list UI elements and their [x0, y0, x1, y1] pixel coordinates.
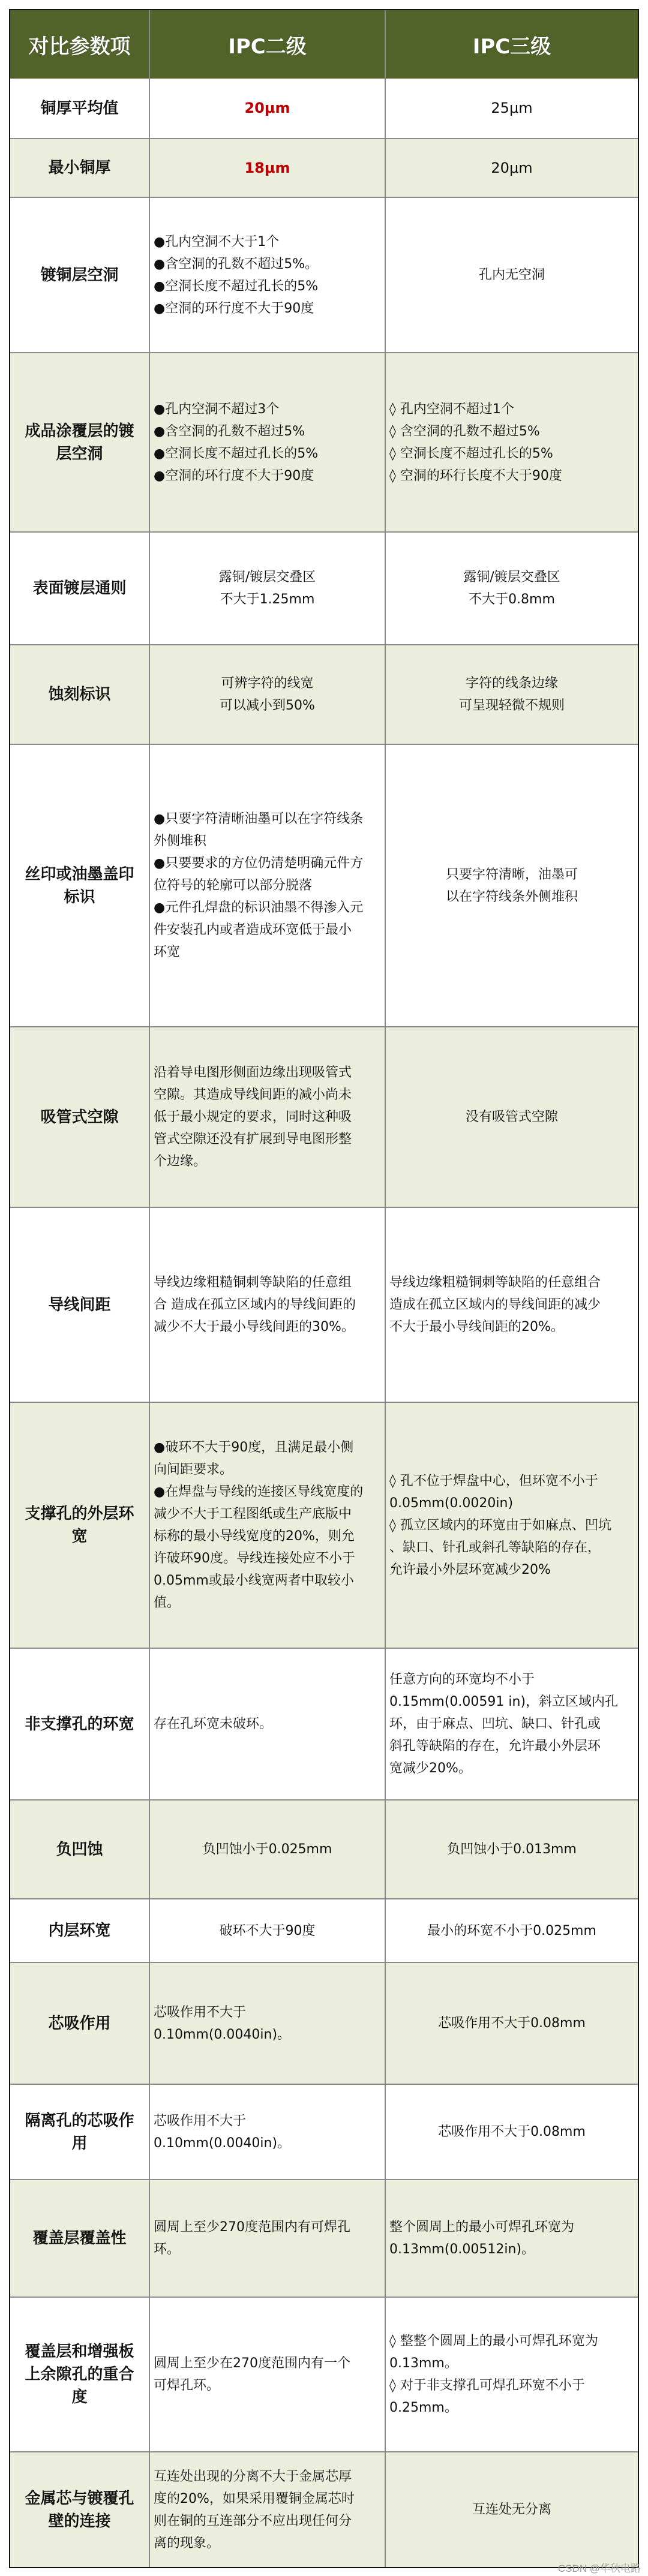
- ipc-comparison-table: [9, 9, 639, 2568]
- param-label: 内层环宽: [48, 1922, 111, 1940]
- ipc2-text: 环。: [154, 2242, 181, 2257]
- param-cell: [10, 1801, 150, 1898]
- ipc2-text: 低于最小规定的要求，同时这种吸: [154, 1110, 352, 1125]
- param-cell: [10, 1899, 150, 1962]
- ipc3-text: 露铜/镀层交叠区: [463, 570, 560, 585]
- ipc2-cell: [150, 1899, 386, 1962]
- table-row: [10, 2084, 638, 2179]
- param-cell: [10, 139, 150, 197]
- param-cell: [10, 1649, 150, 1799]
- ipc3-text: 导线边缘粗糙铜刺等缺陷的任意组合: [389, 1275, 601, 1290]
- param-cell: [10, 745, 150, 1026]
- ipc3-text: 0.15mm(0.00591 in)，斜立区域内孔: [389, 1694, 619, 1709]
- ipc2-text: 则在铜的互连部分不应出现任何分: [154, 2513, 352, 2529]
- ipc3-cell: [386, 2298, 638, 2451]
- ipc3-text: 字符的线条边缘: [465, 676, 558, 691]
- param-label: 金属芯与镀覆孔: [25, 2489, 134, 2508]
- ipc3-text: 不大于最小导线间距的20%。: [389, 1319, 564, 1334]
- table-row: [10, 138, 638, 197]
- param-label: 支撑孔的外层环: [25, 1505, 134, 1523]
- table-row: [10, 1898, 638, 1962]
- ipc2-text: 标称的最小导线宽度的20%，则允: [154, 1529, 355, 1544]
- ipc3-text: 25μm: [491, 100, 533, 116]
- param-label: 吸管式空隙: [40, 1108, 119, 1126]
- ipc3-cell: [386, 1963, 638, 2084]
- param-cell: [10, 2180, 150, 2297]
- ipc3-text: ◊ 孤立区域内的环宽由于如麻点、凹坑: [389, 1517, 611, 1533]
- ipc2-text: 离的现象。: [154, 2535, 220, 2551]
- ipc2-text: 可以减小到50%: [220, 698, 315, 713]
- param-label: 丝印或油墨盖印: [25, 865, 134, 883]
- header-param-label: 对比参数项: [28, 34, 131, 59]
- ipc2-cell: [150, 645, 386, 744]
- table-row: [10, 1648, 638, 1799]
- header-ipc2-label: IPC二级: [228, 34, 307, 59]
- param-label: 镀铜层空洞: [40, 266, 119, 284]
- ipc3-text: 宽减少20%。: [389, 1761, 472, 1776]
- ipc3-cell: [386, 1899, 638, 1962]
- ipc2-cell: [150, 745, 386, 1026]
- ipc2-text: 可焊孔环。: [154, 2378, 220, 2393]
- param-cell: [10, 2452, 150, 2567]
- param-label: 隔离孔的芯吸作: [25, 2111, 134, 2130]
- ipc3-text: 整个圆周上的最小可焊孔环宽为: [389, 2220, 575, 2235]
- header-ipc3-label: IPC三级: [472, 34, 551, 59]
- ipc2-cell: [150, 533, 386, 644]
- ipc2-cell: [150, 2298, 386, 2451]
- param-label: 覆盖层和增强板: [25, 2343, 134, 2361]
- ipc2-text: 导线边缘粗糙铜刺等缺陷的任意组: [154, 1275, 352, 1290]
- ipc2-text: 管式空隙还没有扩展到导电图形整: [154, 1132, 352, 1147]
- header-ipc2: [150, 10, 386, 79]
- ipc2-cell: [150, 1403, 386, 1648]
- ipc2-cell: [150, 2085, 386, 2179]
- ipc2-text: 芯吸作用不大于: [154, 2004, 247, 2020]
- param-cell: [10, 353, 150, 531]
- ipc3-text: 芯吸作用不大于0.08mm: [438, 2016, 586, 2031]
- ipc2-text: 0.10mm(0.0040in)。: [154, 2135, 291, 2151]
- param-label: 负凹蚀: [56, 1840, 103, 1859]
- ipc2-text: 负凹蚀小于0.025mm: [202, 1842, 332, 1857]
- ipc3-cell: [386, 1403, 638, 1648]
- ipc3-text: 环，由于麻点、凹坑、缺口、针孔或: [389, 1717, 601, 1732]
- ipc3-text: 0.13mm(0.00512in)。: [389, 2242, 535, 2257]
- ipc3-text: 0.05mm(0.0020in): [389, 1495, 514, 1511]
- param-cell: [10, 2085, 150, 2179]
- param-label: 蚀刻标识: [48, 686, 111, 704]
- ipc3-cell: [386, 645, 638, 744]
- ipc2-text: 向间距要求。: [154, 1462, 233, 1477]
- table-body: [10, 79, 638, 2567]
- ipc2-text: ●空洞长度不超过孔长的5%: [154, 278, 319, 294]
- param-label: 铜厚平均值: [40, 99, 119, 118]
- param-label: 导线间距: [48, 1295, 111, 1314]
- table-row: [10, 531, 638, 644]
- ipc2-cell: [150, 139, 386, 197]
- ipc2-text: 位符号的轮廓可以部分脱落: [154, 878, 313, 893]
- ipc2-text: 外侧堆积: [154, 834, 207, 849]
- ipc2-text: 件安装孔内或者造成环宽低于最小: [154, 922, 352, 937]
- table-row: [10, 2179, 638, 2297]
- watermark: CSDN @华秋电路: [557, 2563, 641, 2574]
- ipc3-text: 可呈现轻微不规则: [458, 698, 565, 713]
- ipc2-cell: [150, 1801, 386, 1898]
- ipc2-text: 减少不大于最小导线间距的30%。: [154, 1319, 355, 1334]
- ipc3-text: 负凹蚀小于0.013mm: [447, 1842, 577, 1857]
- ipc3-cell: [386, 2180, 638, 2297]
- param-label: 成品涂覆层的镀: [25, 422, 134, 440]
- table-row: [10, 2451, 638, 2567]
- param-cell: [10, 2298, 150, 2451]
- header-ipc3: [386, 10, 638, 79]
- ipc2-text: ●含空洞的孔数不超过5%。: [154, 256, 319, 272]
- param-cell: [10, 533, 150, 644]
- ipc2-text: ●只要字符清晰油墨可以在字符线条: [154, 811, 364, 826]
- ipc2-text: ●在焊盘与导线的连接区导线宽度的: [154, 1484, 364, 1499]
- ipc2-cell: [150, 1649, 386, 1799]
- ipc2-text: ●只要要求的方位仍清楚明确元件方: [154, 856, 364, 871]
- ipc3-text: 造成在孤立区域内的导线间距的减少: [389, 1297, 601, 1312]
- ipc2-text: ●空洞长度不超过孔长的5%: [154, 446, 319, 461]
- table-row: [10, 1799, 638, 1898]
- ipc3-text: 允许最小外层环宽减少20%: [389, 1562, 551, 1577]
- table-row: [10, 1962, 638, 2084]
- ipc3-text: 以在字符线条外侧堆积: [445, 889, 578, 904]
- param-cell: [10, 1963, 150, 2084]
- ipc2-text: ●破环不大于90度，且满足最小侧: [154, 1440, 354, 1455]
- ipc3-text: 、缺口、针孔或斜孔等缺陷的存在，: [389, 1540, 601, 1555]
- ipc3-text: 斜孔等缺陷的存在，允许最小外层环: [389, 1739, 601, 1754]
- param-cell: [10, 79, 150, 138]
- ipc2-cell: [150, 353, 386, 531]
- ipc2-text: 许破环90度。导线连接处应不小于: [154, 1551, 355, 1566]
- ipc3-cell: [386, 1649, 638, 1799]
- ipc3-cell: [386, 139, 638, 197]
- ipc3-text: 不大于0.8mm: [469, 592, 555, 607]
- ipc3-text: 0.13mm。: [389, 2356, 458, 2371]
- ipc3-text: 互连处无分离: [472, 2502, 551, 2517]
- ipc3-cell: [386, 2085, 638, 2179]
- ipc2-cell: [150, 1027, 386, 1207]
- table-row: [10, 744, 638, 1026]
- table-row: [10, 197, 638, 352]
- param-label: 芯吸作用: [48, 2014, 111, 2033]
- ipc2-text: 度的20%，如果采用覆铜金属芯时: [154, 2491, 355, 2506]
- ipc2-cell: [150, 79, 386, 138]
- ipc3-cell: [386, 198, 638, 352]
- ipc2-text: 个边缘。: [154, 1154, 207, 1169]
- ipc3-text: ◊ 孔内空洞不超过1个: [389, 401, 514, 417]
- ipc3-text: ◊ 空洞长度不超过孔长的5%: [389, 446, 553, 461]
- ipc3-cell: [386, 2452, 638, 2567]
- ipc3-text: ◊ 含空洞的孔数不超过5%: [389, 423, 540, 439]
- ipc2-text: ●含空洞的孔数不超过5%: [154, 423, 305, 439]
- ipc2-cell: [150, 2452, 386, 2567]
- ipc3-cell: [386, 1027, 638, 1207]
- ipc2-text: 空隙。其造成导线间距的减小尚未: [154, 1087, 352, 1102]
- ipc3-text: ◊ 孔不位于焊盘中心，但环宽不小于: [389, 1473, 598, 1489]
- ipc2-text: 圆周上至少在270度范围内有一个: [154, 2356, 350, 2371]
- ipc3-cell: [386, 79, 638, 138]
- ipc3-cell: [386, 1801, 638, 1898]
- ipc2-text: ●孔内空洞不大于1个: [154, 234, 280, 250]
- table-row: [10, 644, 638, 744]
- param-cell: [10, 1403, 150, 1648]
- table-row: [10, 1026, 638, 1207]
- ipc2-text: 减少不大于工程图纸或生产底版中: [154, 1507, 352, 1522]
- ipc2-text: 20μm: [244, 100, 290, 116]
- param-label: 上余隙孔的重合: [25, 2365, 134, 2383]
- table-row: [10, 1402, 638, 1648]
- param-label: 宽: [71, 1528, 88, 1546]
- ipc2-text: 破环不大于90度: [219, 1923, 316, 1938]
- param-label: 度: [71, 2388, 88, 2406]
- ipc2-text: 露铜/镀层交叠区: [218, 570, 316, 585]
- ipc3-cell: [386, 1208, 638, 1402]
- ipc2-text: 存在孔环宽未破环。: [154, 1717, 273, 1732]
- param-label: 表面镀层通则: [32, 579, 127, 597]
- ipc3-text: ◊ 对于非支撑孔可焊孔环宽不小于: [389, 2378, 585, 2393]
- ipc2-text: 不大于1.25mm: [220, 592, 315, 607]
- ipc2-text: 值。: [154, 1595, 181, 1610]
- ipc3-text: ◊ 空洞的环行长度不大于90度: [389, 468, 562, 483]
- ipc3-text: 最小的环宽不小于0.025mm: [427, 1923, 596, 1938]
- ipc2-text: ●孔内空洞不超过3个: [154, 401, 280, 417]
- param-label: 覆盖层覆盖性: [32, 2229, 127, 2247]
- ipc3-text: ◊ 整整个圆周上的最小可焊孔环宽为: [389, 2334, 598, 2349]
- ipc2-text: 沿着导电图形侧面边缘出现吸管式: [154, 1065, 352, 1080]
- ipc3-cell: [386, 745, 638, 1026]
- ipc3-text: 20μm: [491, 159, 533, 176]
- table-header-row: [10, 10, 638, 79]
- ipc2-cell: [150, 198, 386, 352]
- ipc3-text: 孔内无空洞: [478, 267, 545, 282]
- ipc3-text: 只要字符清晰，油墨可: [445, 867, 578, 882]
- ipc2-text: 圆周上至少270度范围内有可焊孔: [154, 2220, 350, 2235]
- ipc2-cell: [150, 1208, 386, 1402]
- param-label: 用: [71, 2134, 88, 2153]
- ipc2-text: 环宽: [154, 945, 181, 960]
- ipc2-text: ●空洞的环行度不大于90度: [154, 468, 314, 483]
- param-cell: [10, 1208, 150, 1402]
- ipc2-text: 0.10mm(0.0040in)。: [154, 2027, 291, 2042]
- param-label: 标识: [64, 888, 95, 906]
- ipc3-text: 0.25mm。: [389, 2400, 458, 2415]
- ipc2-text: 互连处出现的分离不大于金属芯厚: [154, 2469, 352, 2484]
- ipc2-text: 0.05mm或最小线宽两者中取较小: [154, 1573, 354, 1588]
- ipc3-text: 芯吸作用不大于0.08mm: [438, 2124, 586, 2139]
- ipc3-cell: [386, 353, 638, 531]
- ipc2-text: 可辨字符的线宽: [221, 676, 314, 691]
- header-param: [10, 10, 150, 79]
- table-row: [10, 1207, 638, 1402]
- param-label: 壁的连接: [48, 2512, 111, 2530]
- param-cell: [10, 198, 150, 352]
- ipc2-text: ●元件孔焊盘的标识油墨不得渗入元: [154, 900, 364, 915]
- ipc2-text: 18μm: [244, 159, 290, 176]
- param-label: 最小铜厚: [48, 159, 111, 177]
- ipc2-cell: [150, 2180, 386, 2297]
- param-cell: [10, 1027, 150, 1207]
- table-row: [10, 79, 638, 138]
- ipc2-text: 芯吸作用不大于: [154, 2113, 247, 2129]
- ipc2-cell: [150, 1963, 386, 2084]
- table-row: [10, 352, 638, 531]
- param-label: 非支撑孔的环宽: [25, 1715, 134, 1733]
- table-row: [10, 2297, 638, 2451]
- ipc3-text: 任意方向的环宽均不小于: [389, 1672, 535, 1687]
- ipc2-text: 合 造成在孤立区域内的导线间距的: [154, 1297, 356, 1312]
- ipc3-text: 没有吸管式空隙: [465, 1110, 558, 1125]
- ipc2-text: ●空洞的环行度不大于90度: [154, 300, 314, 316]
- param-label: 层空洞: [56, 444, 103, 463]
- param-cell: [10, 645, 150, 744]
- ipc3-cell: [386, 533, 638, 644]
